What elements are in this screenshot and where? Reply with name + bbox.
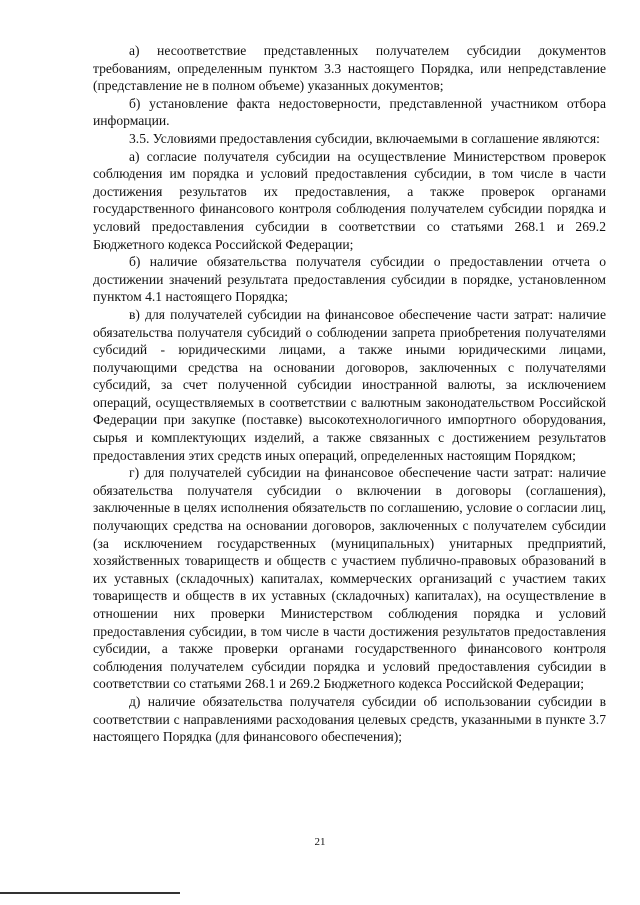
document-body xyxy=(93,42,606,746)
paragraph-3-5-a: а) согласие получателя субсидии на осуществление Министерством проверок соблюдения им порядка и условий предоставления субсидии, в том числе в части достижения результатов их предоставления, а также проверок органами государственного финансового контроля соблюдения получателем субсидии порядка и условий предоставления субсидии в соответствии со статьями 268.1 и 269.2 Бюджетного кодекса Российской Федерации; xyxy=(93,148,606,252)
paragraph-3-5-b: б) наличие обязательства получателя субсидии о предоставлении отчета о достижении значений результата предоставления субсидии в порядке, установленном пунктом 4.1 настоящего Порядка; xyxy=(93,254,606,305)
paragraph-3-5-d: д) наличие обязательства получателя субсидии об использовании субсидии в соответствии с направлениями расходования целевых средств, указанными в пункте 3.7 настоящего Порядка (для финансового обеспечения); xyxy=(93,693,606,745)
paragraph-3-5-g: г) для получателей субсидии на финансовое обеспечение части затрат: наличие обязательства получателя субсидии о включении в договоры (соглашения), заключенные в целях исполнения обязательств по соглашению, условие о согласии лиц, получающих средства на основании договоров, заключенных с получателем субсидии (за исключением государственных (муниципальных) унитарных предприятий, хозяйственных товариществ и обществ с участием публично-правовых образований в их уставных (складочных) капиталах, коммерческих организаций с участием таких товариществ и обществ в их уставных (складочных) капиталах), на осуществление в отношении них проверки Министерством соблюдения порядка и условий предоставления субсидии, в том числе в части достижения результатов предоставления субсидии, а также проверки органами государственного финансового контроля соблюдения получателем субсидии порядка и условий предоставления субсидии в соответствии со статьями 268.1 и 269.2 Бюджетного кодекса Российской Федерации; xyxy=(93,465,606,692)
page-number: 21 xyxy=(314,836,326,848)
paragraph-3-4-b: б) установление факта недостоверности, представленной участником отбора информации. xyxy=(93,95,606,129)
paragraph-3-4-a: а) несоответствие представленных получателем субсидии документов требованиям, определенным пунктом 3.3 настоящего Порядка, или непредставление (представление не в полном объеме) указанных документов; xyxy=(93,43,606,94)
paragraph-3-5-heading: 3.5. Условиями предоставления субсидии, включаемыми в соглашение являются: xyxy=(129,130,600,146)
scan-edge-line xyxy=(0,892,180,894)
paragraph-3-5-v: в) для получателей субсидии на финансовое обеспечение части затрат: наличие обязательства получателя субсидий о соблюдении запрета приобретения получателями субсидий - юридическими лицами, а также иными юридическими лицами, получающими средства на основании договоров, заключенных с получателями субсидий, за счет полученной субсидии иностранной валюты, за исключением операций, осуществляемых в соответствии с валютным законодательством Российской Федерации при закупке (поставке) высокотехнологичного импортного оборудования, сырья и комплектующих изделий, а также связанных с достижением результатов предоставления этих средств иных операций, определенных настоящим Порядком; xyxy=(93,306,606,463)
